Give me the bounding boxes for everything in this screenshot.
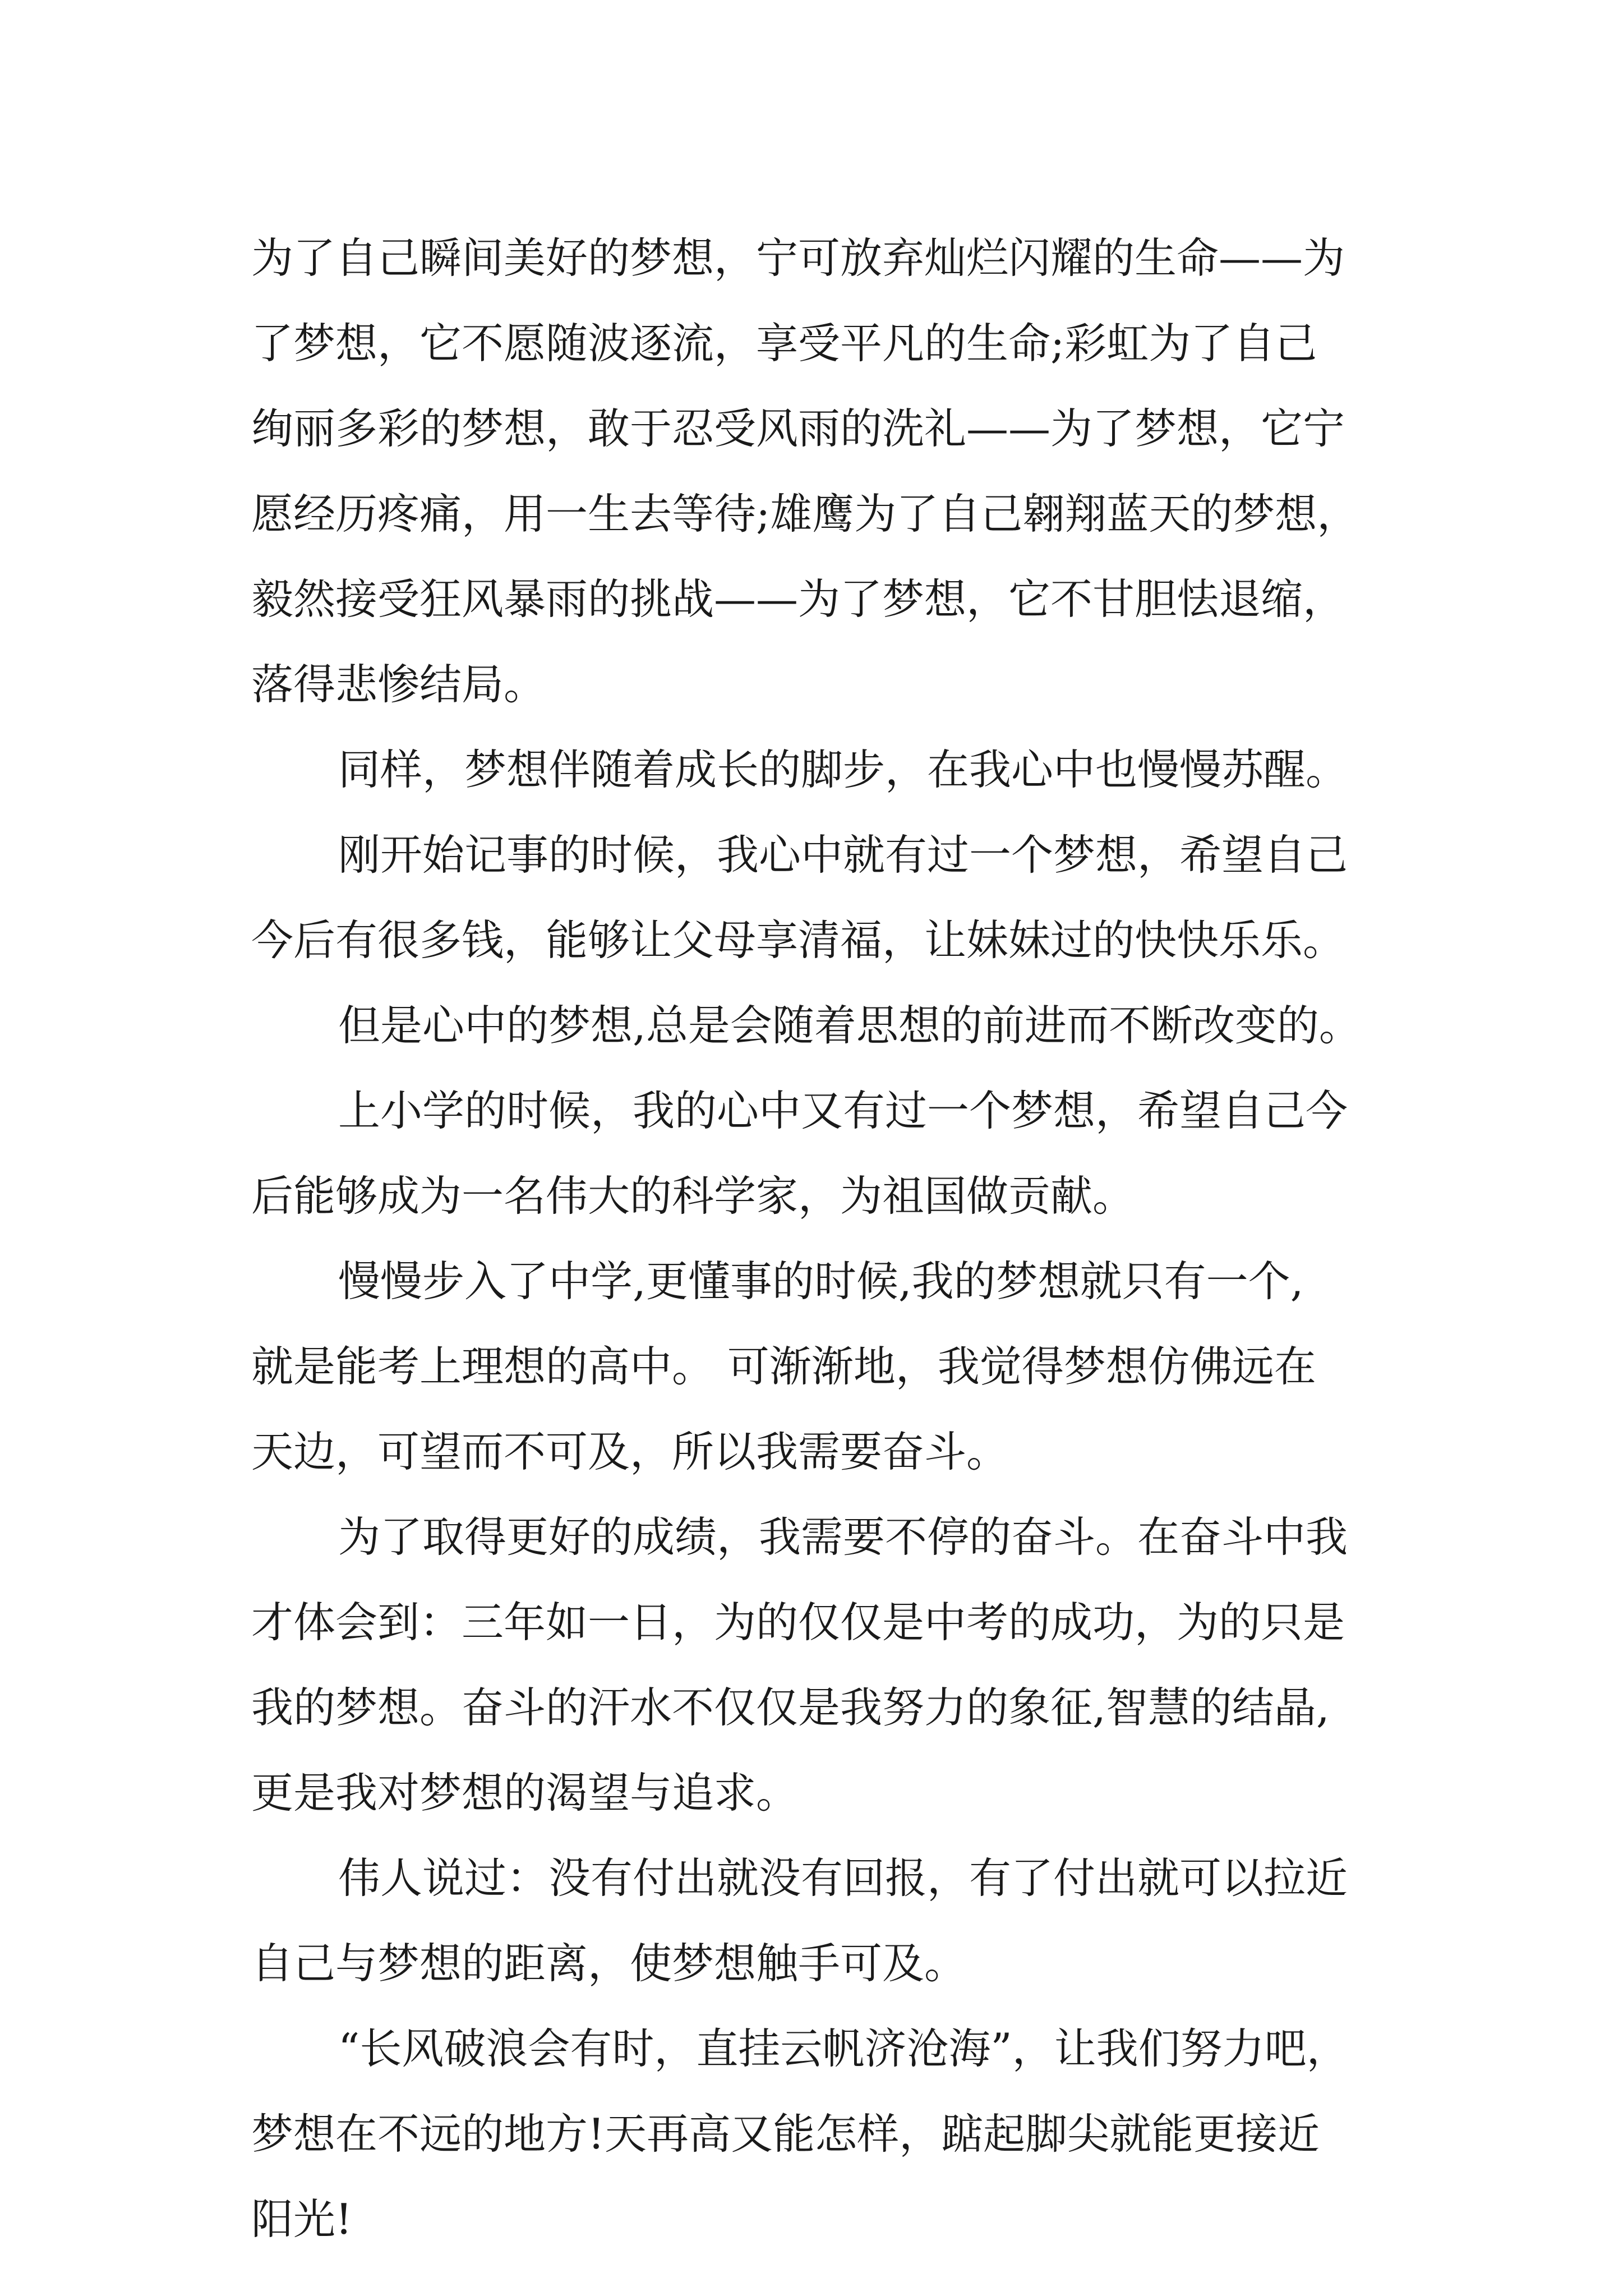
paragraph-first-line: 为了取得更好的成绩，我需要不停的奋斗。在奋斗中我 <box>338 1512 1348 1562</box>
text-line: 就是能考上理想的高中。 可渐渐地，我觉得梦想仿佛远在 <box>251 1342 1316 1391</box>
text-line: 毅然接受狂风暴雨的挑战——为了梦想，它不甘胆怯退缩， <box>251 574 1345 624</box>
text-line: 为了自己瞬间美好的梦想，宁可放弃灿烂闪耀的生命——为 <box>251 233 1345 283</box>
text-line: 绚丽多彩的梦想，敢于忍受风雨的洗礼——为了梦想，它宁 <box>251 404 1345 453</box>
text-line: 阳光! <box>251 2194 353 2244</box>
text-line: 了梦想，它不愿随波逐流，享受平凡的生命;彩虹为了自己 <box>251 319 1317 368</box>
paragraph-first-line: 慢慢步入了中学,更懂事的时候,我的梦想就只有一个, <box>338 1257 1304 1306</box>
text-line: 落得悲惨结局。 <box>251 660 546 709</box>
text-line: 自己与梦想的距离，使梦想触手可及。 <box>251 1939 967 1988</box>
text-line: 今后有很多钱，能够让父母享清福，让妹妹过的快快乐乐。 <box>251 915 1345 965</box>
text-line: 后能够成为一名伟大的科学家，为祖国做贡献。 <box>251 1171 1135 1221</box>
paragraph-first-line: “长风破浪会有时，直挂云帆济沧海”，让我们努力吧， <box>338 2024 1349 2073</box>
paragraph-first-line: 上小学的时候，我的心中又有过一个梦想，希望自己今 <box>338 1086 1348 1135</box>
paragraph-first-line: 刚开始记事的时候，我心中就有过一个梦想，希望自己 <box>338 830 1348 880</box>
paragraph-first-line: 伟人说过：没有付出就没有回报，有了付出就可以拉近 <box>338 1853 1348 1903</box>
text-line: 梦想在不远的地方!天再高又能怎样，踮起脚尖就能更接近 <box>251 2109 1320 2159</box>
text-line: 愿经历疼痛，用一生去等待;雄鹰为了自己翱翔蓝天的梦想， <box>251 489 1359 539</box>
paragraph-first-line: 同样，梦想伴随着成长的脚步，在我心中也慢慢苏醒。 <box>338 745 1348 794</box>
article-body <box>251 215 1384 2262</box>
text-line: 我的梦想。奋斗的汗水不仅仅是我努力的象征,智慧的结晶, <box>251 1683 1330 1732</box>
text-line: 才体会到：三年如一日，为的仅仅是中考的成功，为的只是 <box>251 1598 1345 1647</box>
text-line: 更是我对梦想的渴望与追求。 <box>251 1768 799 1818</box>
text-line: 天边，可望而不可及，所以我需要奋斗。 <box>251 1427 1009 1476</box>
paragraph-first-line: 但是心中的梦想,总是会随着思想的前进而不断改变的。 <box>338 1001 1361 1050</box>
